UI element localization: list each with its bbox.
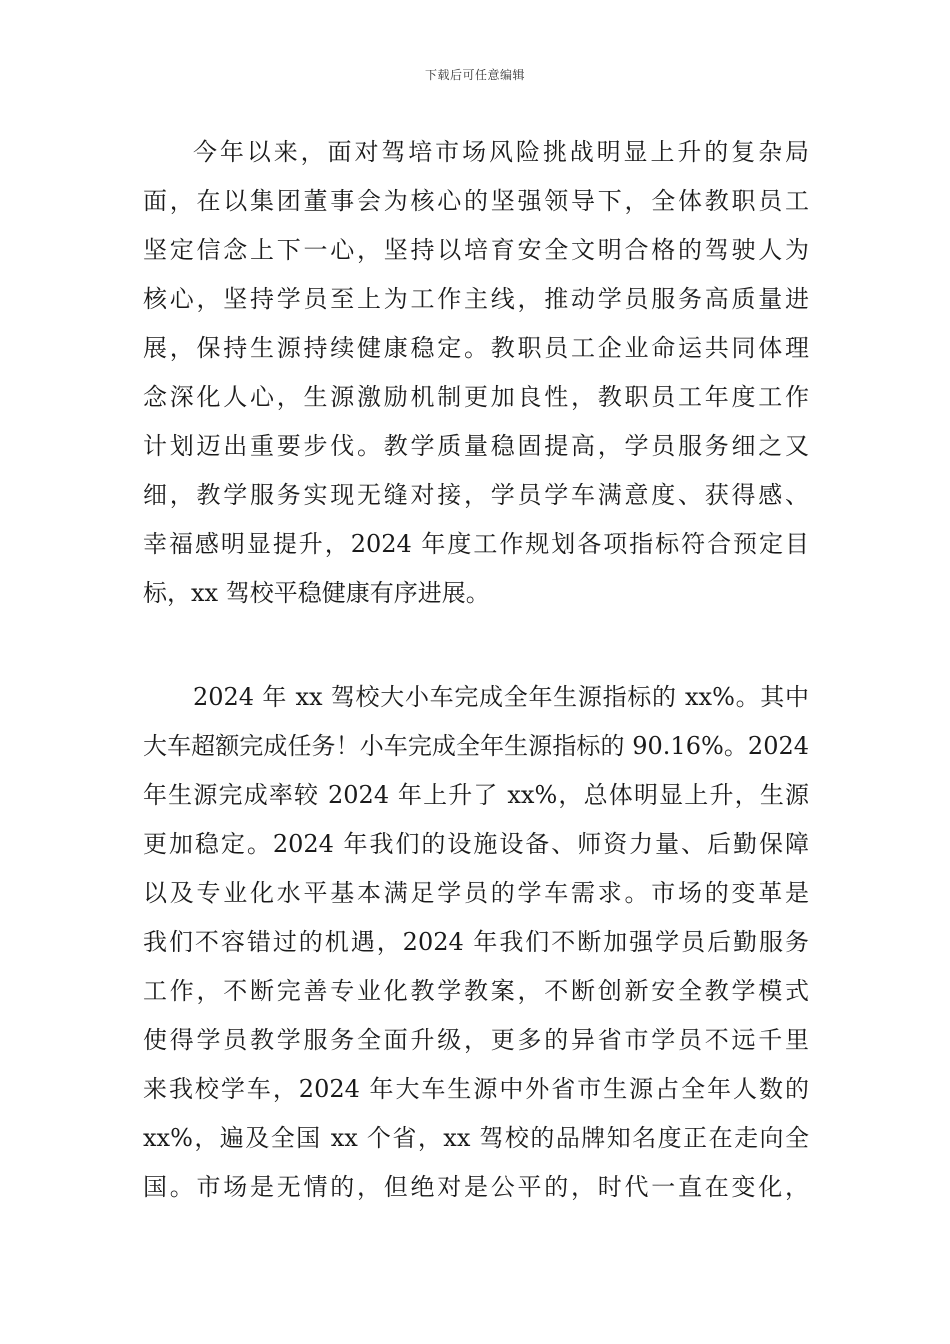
paragraph-line: 坚定信念上下一心，坚持以培育安全文明合格的驾驶人为 <box>143 236 809 264</box>
paragraph-line: 以及专业化水平基本满足学员的学车需求。市场的变革是 <box>143 879 809 907</box>
paragraph-line: 来我校学车，2024 年大车生源中外省市生源占全年人数的 <box>143 1075 809 1103</box>
paragraph-line: 我们不容错过的机遇，2024 年我们不断加强学员后勤服务 <box>143 928 809 956</box>
paragraph-line: 2024 年 xx 驾校大小车完成全年生源指标的 xx%。其中 <box>193 683 809 711</box>
paragraph-line: 计划迈出重要步伐。教学质量稳固提高，学员服务细之又 <box>143 432 809 460</box>
paragraph-line: 国。市场是无情的，但绝对是公平的，时代一直在变化， <box>143 1173 809 1201</box>
paragraph-line: 更加稳定。2024 年我们的设施设备、师资力量、后勤保障 <box>143 830 809 858</box>
paragraph-line: xx%，遍及全国 xx 个省，xx 驾校的品牌知名度正在走向全 <box>143 1124 809 1152</box>
paragraph-2 <box>143 673 809 1212</box>
paragraph-1 <box>143 128 809 618</box>
paragraph-line: 工作，不断完善专业化教学教案，不断创新安全教学模式 <box>143 977 809 1005</box>
paragraph-line: 大车超额完成任务！小车完成全年生源指标的 90.16%。2024 <box>143 732 809 760</box>
paragraph-line: 细，教学服务实现无缝对接，学员学车满意度、获得感、 <box>143 481 809 509</box>
paragraph-line: 年生源完成率较 2024 年上升了 xx%，总体明显上升，生源 <box>143 781 809 809</box>
paragraph-line: 核心，坚持学员至上为工作主线，推动学员服务高质量进 <box>143 285 809 313</box>
paragraph-line: 标，xx 驾校平稳健康有序进展。 <box>143 579 490 607</box>
page-header: 下载后可任意编辑 <box>424 68 525 82</box>
paragraph-line: 使得学员教学服务全面升级，更多的异省市学员不远千里 <box>143 1026 809 1054</box>
paragraph-line: 幸福感明显提升，2024 年度工作规划各项指标符合预定目 <box>143 530 809 558</box>
paragraph-line: 今年以来，面对驾培市场风险挑战明显上升的复杂局 <box>193 138 809 166</box>
paragraph-line: 念深化人心，生源激励机制更加良性，教职员工年度工作 <box>143 383 809 411</box>
paragraph-line: 展，保持生源持续健康稳定。教职员工企业命运共同体理 <box>143 334 809 362</box>
paragraph-line: 面，在以集团董事会为核心的坚强领导下，全体教职员工 <box>143 187 809 215</box>
